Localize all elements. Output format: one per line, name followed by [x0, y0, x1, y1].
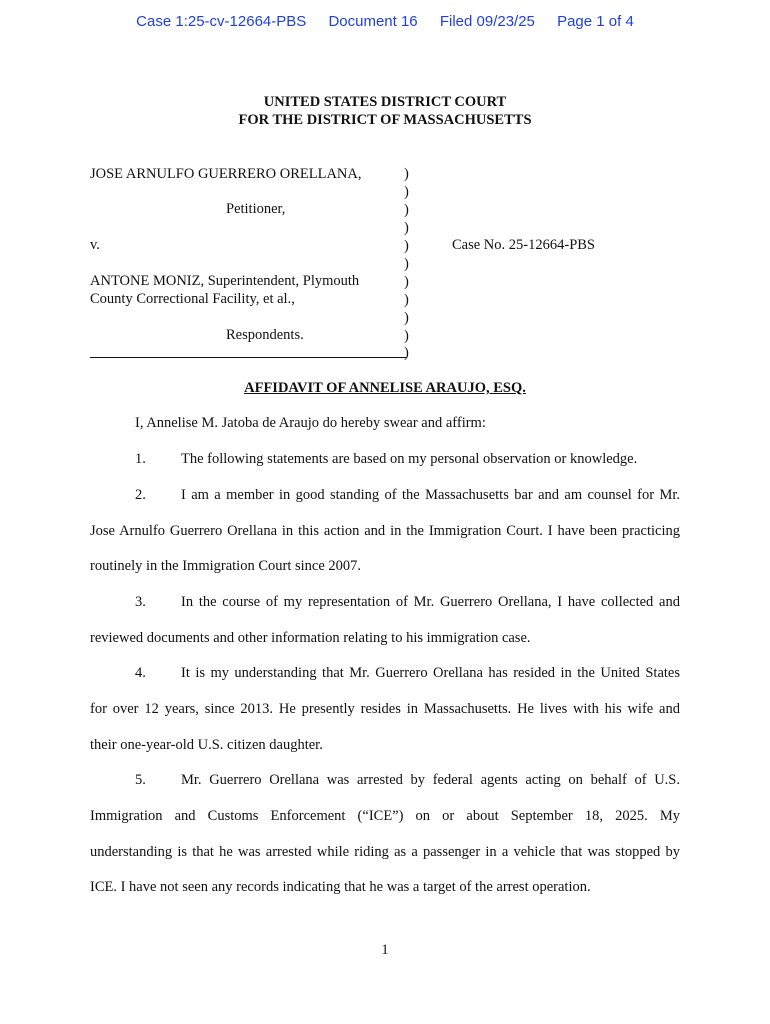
affidavit-title: AFFIDAVIT OF ANNELISE ARAUJO, ESQ.: [244, 380, 526, 396]
paragraph-line: I am a member in good standing of the Massachusetts bar and am counsel for Mr.: [181, 487, 680, 503]
caption-paren: ): [404, 184, 409, 200]
document-number-header: Document 16: [328, 13, 418, 30]
respondent-name-line-2: County Correctional Facility, et al.,: [90, 291, 295, 307]
caption-paren: ): [404, 310, 409, 326]
paragraph-line: Immigration and Customs Enforcement (“ICE”) on or about September 18, 2025. My: [90, 808, 680, 824]
caption-paren: ): [404, 328, 409, 344]
petitioner-role: Petitioner,: [226, 201, 286, 217]
caption-paren: ): [404, 166, 409, 182]
paragraph-line: ICE. I have not seen any records indicating that he was a target of the arrest operation.: [90, 879, 591, 895]
intro-paragraph: I, Annelise M. Jatoba de Araujo do hereby swear and affirm:: [135, 415, 486, 431]
paragraph-number: 4.: [135, 665, 146, 681]
paragraph-line: reviewed documents and other information relating to his immigration case.: [90, 630, 531, 646]
versus: v.: [90, 237, 100, 253]
paragraph-line: routinely in the Immigration Court since 2007.: [90, 558, 362, 574]
respondent-name-line-1: ANTONE MONIZ, Superintendent, Plymouth: [90, 273, 360, 289]
respondent-role: Respondents.: [226, 327, 304, 343]
caption-paren: ): [404, 256, 409, 272]
paragraph-line: The following statements are based on my personal observation or knowledge.: [181, 451, 638, 467]
paragraph-number: 3.: [135, 594, 146, 610]
caption-paren: ): [404, 345, 409, 361]
paragraph-number: 1.: [135, 451, 146, 467]
court-name: UNITED STATES DISTRICT COURT: [263, 94, 507, 110]
paragraph-number: 2.: [135, 487, 146, 503]
caption-paren: ): [404, 274, 409, 290]
paragraph-line: understanding is that he was arrested while riding as a passenger in a vehicle that was stopped by: [90, 844, 680, 860]
paragraph-line: Mr. Guerrero Orellana was arrested by federal agents acting on behalf of U.S.: [181, 772, 680, 788]
petitioner-name: JOSE ARNULFO GUERRERO ORELLANA,: [90, 166, 362, 182]
paragraph-line: In the course of my representation of Mr. Guerrero Orellana, I have collected and: [181, 594, 680, 610]
caption-paren: ): [404, 238, 409, 254]
filed-date-header: Filed 09/23/25: [439, 13, 535, 30]
caption-paren: ): [404, 292, 409, 308]
page-number: 1: [381, 942, 389, 958]
court-district: FOR THE DISTRICT OF MASSACHUSETTS: [238, 112, 532, 128]
ecf-header: [0, 13, 770, 30]
case-number-header: Case 1:25-cv-12664-PBS: [136, 13, 307, 30]
paragraph-line: for over 12 years, since 2013. He presently resides in Massachusetts. He lives with his wife and: [90, 701, 680, 717]
caption-rule: [90, 357, 406, 358]
caption-paren: ): [404, 202, 409, 218]
caption-paren: ): [404, 220, 409, 236]
paragraph-line: their one-year-old U.S. citizen daughter.: [90, 737, 323, 753]
page-count-header: Page 1 of 4: [557, 13, 634, 30]
case-number: Case No. 25-12664-PBS: [452, 237, 595, 253]
paragraph-number: 5.: [135, 772, 146, 788]
paragraph-line: Jose Arnulfo Guerrero Orellana in this action and in the Immigration Court. I have been practicing: [90, 523, 680, 539]
paragraph-line: It is my understanding that Mr. Guerrero Orellana has resided in the United States: [181, 665, 680, 681]
